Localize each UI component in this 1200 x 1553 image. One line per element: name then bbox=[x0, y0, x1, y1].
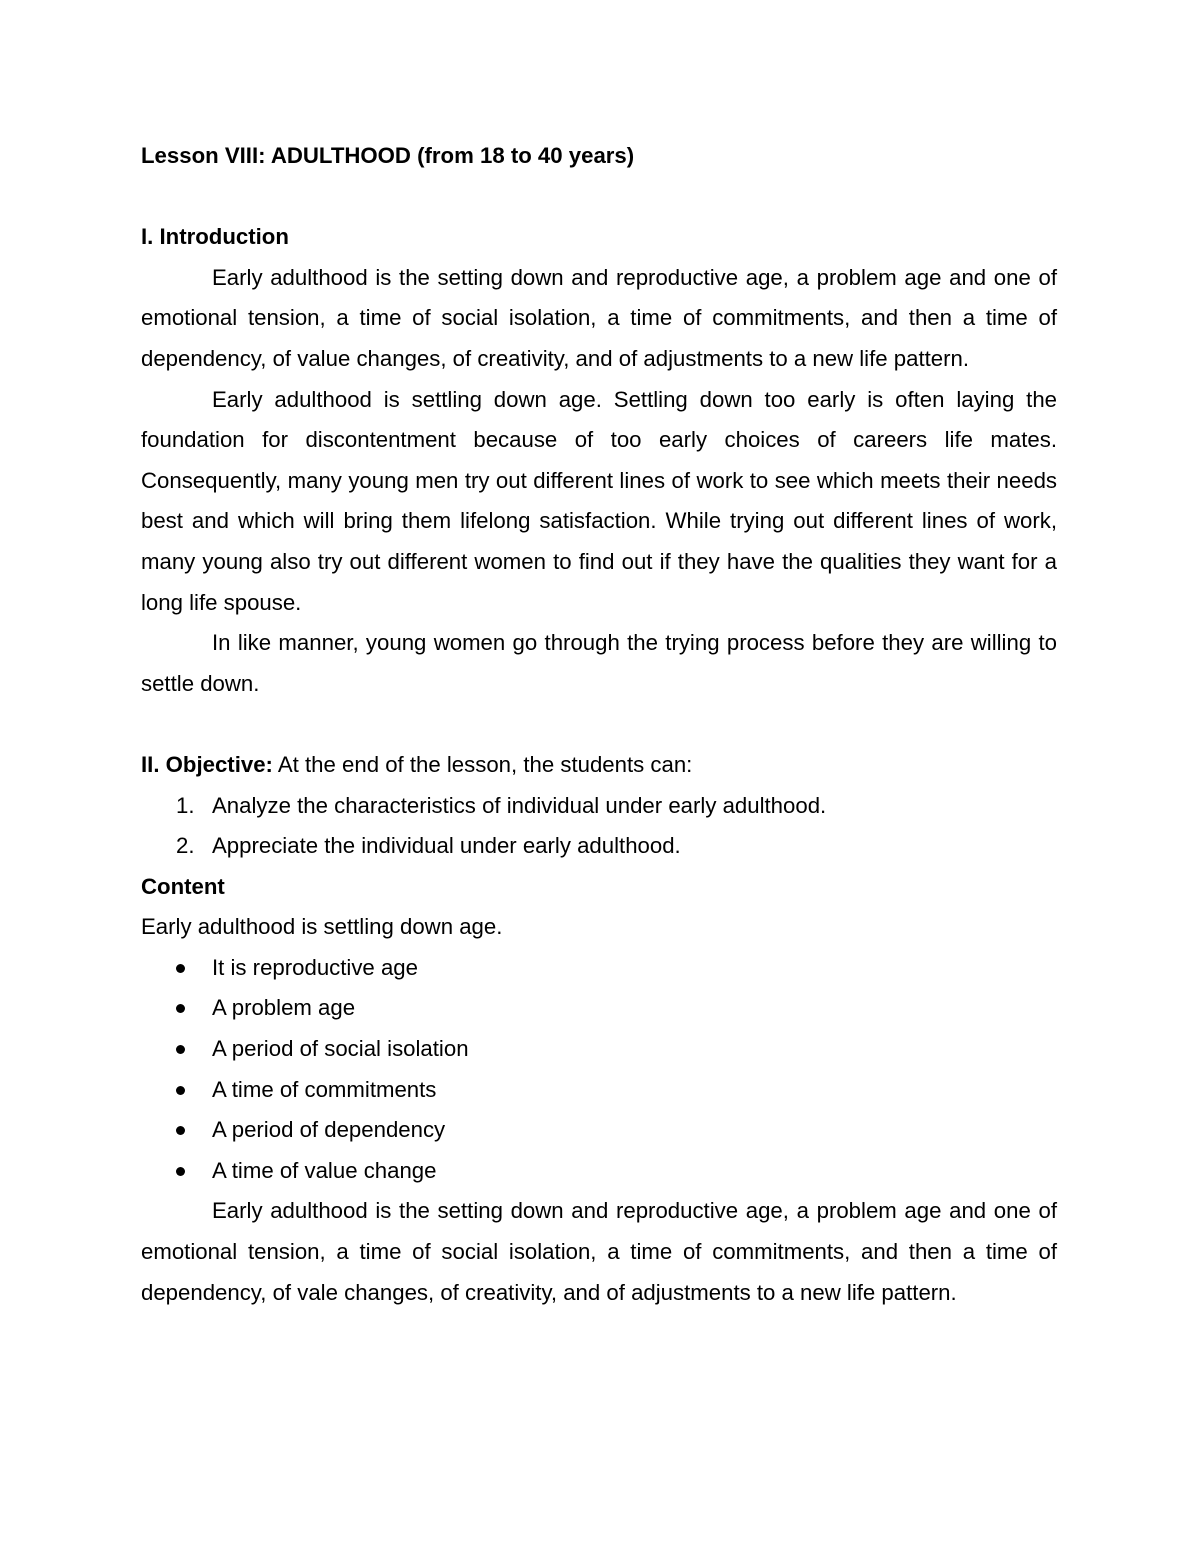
bullet-icon bbox=[176, 1045, 185, 1054]
list-item bbox=[141, 988, 1057, 1029]
spacer bbox=[141, 704, 1057, 745]
list-item bbox=[141, 1151, 1057, 1192]
content-heading: Content bbox=[141, 873, 225, 899]
bullet-icon bbox=[176, 1086, 185, 1095]
lesson-title: Lesson VIII: ADULTHOOD (from 18 to 40 years) bbox=[141, 143, 635, 168]
introduction-paragraph-3: In like manner, young women go through the trying process before they are willing to settle down. bbox=[141, 630, 1057, 696]
bullet-icon bbox=[176, 1167, 185, 1176]
objective-list bbox=[141, 786, 1057, 867]
list-item bbox=[141, 1110, 1057, 1151]
bullet-icon bbox=[176, 1126, 185, 1135]
list-item bbox=[141, 826, 1057, 867]
list-number: 1. bbox=[176, 792, 195, 818]
list-item bbox=[141, 786, 1057, 827]
content-closing-paragraph: Early adulthood is the setting down and reproductive age, a problem age and one of emotional tension, a time of social isolation, a time of commitments, and then a time of dependency, of vale changes, of creativity, and of adjustments to a new life pattern. bbox=[141, 1198, 1057, 1305]
list-item-text: A period of social isolation bbox=[212, 1036, 469, 1062]
introduction-paragraph-1: Early adulthood is the setting down and reproductive age, a problem age and one of emotional tension, a time of social isolation, a time of commitments, and then a time of dependency, of value changes, of creativity, and of adjustments to a new life pattern. bbox=[141, 264, 1057, 371]
bullet-icon bbox=[176, 964, 185, 973]
objective-label: II. Objective: bbox=[141, 751, 273, 777]
list-item bbox=[141, 1070, 1057, 1111]
list-item bbox=[141, 1029, 1057, 1070]
list-item-text: A period of dependency bbox=[212, 1117, 446, 1143]
list-item-text: It is reproductive age bbox=[212, 954, 418, 980]
objective-text: At the end of the lesson, the students can: bbox=[272, 751, 693, 777]
content-bullet-list bbox=[141, 948, 1057, 1192]
list-item bbox=[141, 948, 1057, 989]
list-item-text: Analyze the characteristics of individual under early adulthood. bbox=[212, 792, 827, 818]
introduction-paragraph-2: Early adulthood is settling down age. Settling down too early is often laying the foundation for discontentment because of too early choices of careers life mates. Consequently, many young men try out different lines of work to see which meets their needs best and which will bring them lifelong satisfaction. While trying out different lines of work, many young also try out different women to find out if they have the qualities they want for a long life spouse. bbox=[141, 386, 1057, 615]
introduction-heading: I. Introduction bbox=[141, 224, 289, 250]
objective-line bbox=[141, 745, 1057, 786]
document-page bbox=[141, 136, 1057, 1313]
list-item-text: A problem age bbox=[212, 995, 356, 1021]
list-item-text: A time of value change bbox=[212, 1157, 437, 1183]
bullet-icon bbox=[176, 1004, 185, 1013]
content-lead: Early adulthood is settling down age. bbox=[141, 914, 503, 940]
list-number: 2. bbox=[176, 833, 195, 859]
spacer bbox=[141, 177, 1057, 218]
list-item-text: Appreciate the individual under early adulthood. bbox=[212, 833, 681, 859]
list-item-text: A time of commitments bbox=[212, 1076, 437, 1102]
